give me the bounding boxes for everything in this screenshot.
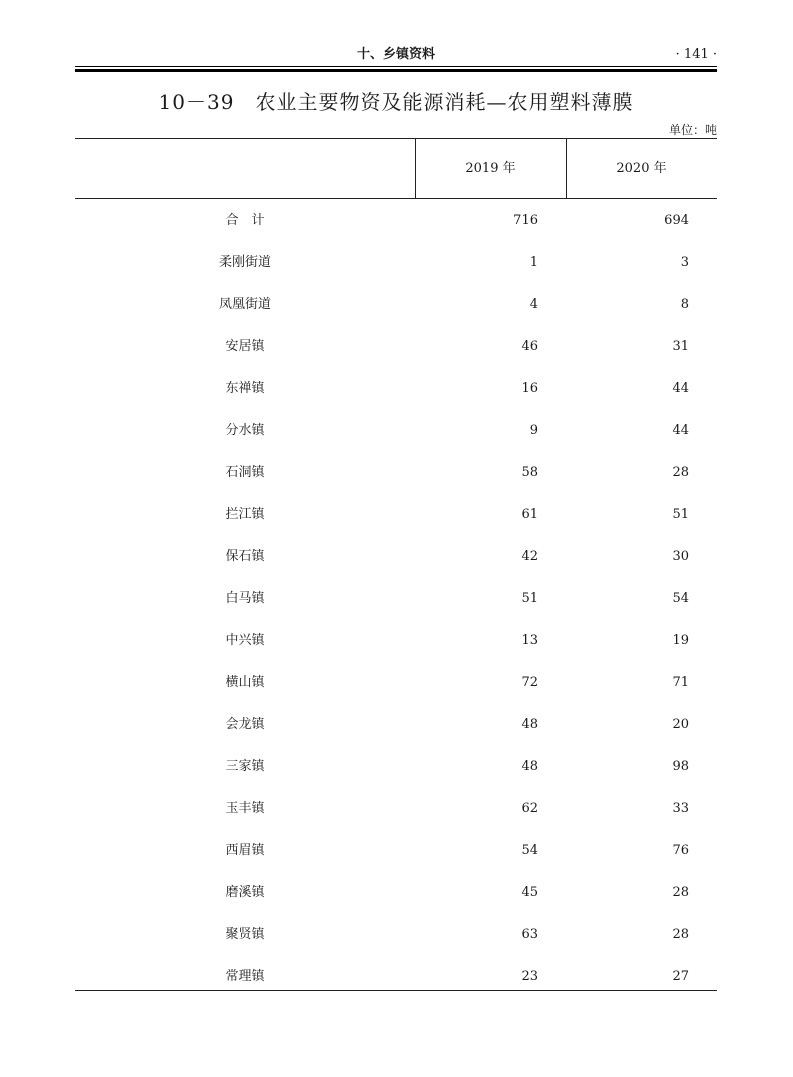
- value-2019: 9: [529, 423, 538, 438]
- table-row: [75, 967, 717, 987]
- table-title: 10－39 农业主要物资及能源消耗—农用塑料薄膜: [158, 90, 634, 114]
- value-2020: 28: [672, 885, 689, 900]
- value-2019: 46: [521, 339, 538, 354]
- table-row: [75, 379, 717, 399]
- running-header: [75, 46, 717, 66]
- row-name: 柔刚街道: [218, 255, 271, 270]
- table-row: [75, 421, 717, 441]
- table-row: [75, 463, 717, 483]
- value-2020: 8: [680, 297, 689, 312]
- column-header-2020: 2020 年: [616, 161, 667, 176]
- row-name: 石洞镇: [225, 465, 265, 480]
- row-name: 分水镇: [225, 423, 265, 438]
- value-2019: 48: [521, 759, 538, 774]
- table-row: [75, 673, 717, 693]
- table-row: [75, 253, 717, 273]
- value-2019: 58: [521, 465, 538, 480]
- table-header-row: [75, 139, 717, 199]
- value-2020: 20: [672, 717, 689, 732]
- table-row: [75, 883, 717, 903]
- row-name: 会龙镇: [225, 717, 265, 732]
- table-row: [75, 547, 717, 567]
- value-2020: 44: [672, 381, 689, 396]
- value-2020: 44: [672, 423, 689, 438]
- value-2019: 51: [521, 591, 538, 606]
- value-2019: 48: [521, 717, 538, 732]
- value-2020: 3: [680, 255, 689, 270]
- unit-label: 单位：吨: [668, 123, 717, 137]
- page-number: · 141 ·: [675, 47, 717, 62]
- table-row: [75, 841, 717, 861]
- value-2020: 27: [672, 969, 689, 984]
- row-name: 中兴镇: [225, 633, 265, 648]
- value-2020: 28: [672, 465, 689, 480]
- value-2019: 62: [521, 801, 538, 816]
- value-2020: 694: [664, 213, 689, 228]
- value-2019: 72: [521, 675, 538, 690]
- value-2020: 54: [672, 591, 689, 606]
- value-2019: 54: [521, 843, 538, 858]
- row-name: 西眉镇: [225, 843, 265, 858]
- value-2020: 19: [672, 633, 689, 648]
- value-2019: 63: [521, 927, 538, 942]
- table-row: [75, 337, 717, 357]
- row-name: 保石镇: [225, 549, 265, 564]
- value-2019: 1: [529, 255, 538, 270]
- table-row: [75, 505, 717, 525]
- table-row: [75, 715, 717, 735]
- value-2020: 71: [672, 675, 689, 690]
- row-name: 白马镇: [225, 591, 265, 606]
- table-row: [75, 631, 717, 651]
- value-2020: 98: [672, 759, 689, 774]
- value-2020: 28: [672, 927, 689, 942]
- header-rule-thin: [75, 66, 717, 67]
- header-rule-thick: [75, 69, 717, 72]
- row-name: 凤凰街道: [218, 297, 271, 312]
- value-2020: 51: [672, 507, 689, 522]
- value-2019: 23: [521, 969, 538, 984]
- value-2020: 30: [672, 549, 689, 564]
- value-2019: 4: [529, 297, 538, 312]
- row-name: 聚贤镇: [225, 927, 265, 942]
- row-name: 磨溪镇: [225, 885, 265, 900]
- row-name: 三家镇: [225, 759, 265, 774]
- value-2019: 45: [521, 885, 538, 900]
- table-row: [75, 799, 717, 819]
- value-2020: 31: [672, 339, 689, 354]
- row-name: 玉丰镇: [225, 801, 265, 816]
- table-row: [75, 589, 717, 609]
- value-2019: 13: [521, 633, 538, 648]
- value-2019: 16: [521, 381, 538, 396]
- row-name: 横山镇: [225, 675, 265, 690]
- value-2019: 61: [521, 507, 538, 522]
- row-name: 安居镇: [225, 339, 265, 354]
- value-2019: 716: [513, 213, 538, 228]
- value-2019: 42: [521, 549, 538, 564]
- value-2020: 33: [672, 801, 689, 816]
- table-row: [75, 211, 717, 231]
- table-row: [75, 757, 717, 777]
- table-row: [75, 925, 717, 945]
- data-table: [75, 138, 717, 991]
- row-name: 拦江镇: [225, 507, 265, 522]
- row-name: 常理镇: [225, 969, 265, 984]
- column-header-2019: 2019 年: [465, 161, 516, 176]
- row-name: 东禅镇: [225, 381, 265, 396]
- value-2020: 76: [672, 843, 689, 858]
- row-name: 合 计: [225, 213, 265, 228]
- table-row: [75, 295, 717, 315]
- section-title: 十、乡镇资料: [356, 47, 435, 62]
